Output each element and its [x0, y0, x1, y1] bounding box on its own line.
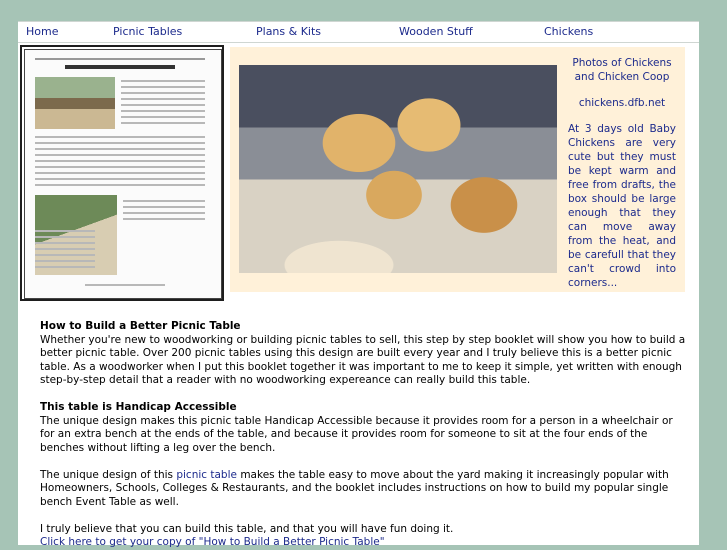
booklet-text-line [35, 254, 95, 256]
nav-picnic-tables[interactable]: Picnic Tables [113, 25, 183, 38]
booklet-text-line [121, 92, 205, 94]
booklet-text-line [35, 266, 95, 268]
booklet-text-line [121, 116, 205, 118]
booklet-header-line [35, 58, 205, 60]
booklet-text-line [121, 104, 205, 106]
booklet-text-line [121, 110, 205, 112]
booklet-text-line [35, 160, 205, 162]
booklet-text-line [35, 172, 205, 174]
booklet-cover-image[interactable] [20, 45, 224, 301]
booklet-photo-table [35, 77, 115, 129]
booklet-text-line [121, 86, 205, 88]
booklet-footer-line [85, 284, 165, 286]
paragraph-unique-design-start: The unique design of this [40, 468, 177, 481]
booklet-text-line [123, 206, 205, 208]
booklet-text-line [35, 242, 95, 244]
promo-site[interactable]: chickens.dfb.net [578, 97, 666, 109]
promo-description[interactable]: At 3 days old Baby Chickens are very cute but they must be kept warm and free from drafts, the box should be large enough that they can move away from the heat, and be carefull that they can't crowd into corners... [568, 123, 676, 289]
baby-chickens-photo[interactable] [239, 65, 557, 273]
booklet-text-line [123, 212, 205, 214]
nav-wooden-stuff[interactable]: Wooden Stuff [399, 25, 473, 38]
paragraph-unique-design-end: makes the table easy to move about the yard making it increasingly popular with Homeowners, Schools, Colleges & Restaurants, and the booklet includes instructions on how to build my popular single bench Event Table as well. [40, 468, 669, 508]
booklet-text-line [35, 230, 95, 232]
booklet-text-line [35, 184, 205, 186]
booklet-text-line [35, 142, 205, 144]
booklet-text-line [35, 248, 95, 250]
picnic-table-link[interactable]: picnic table [176, 468, 237, 481]
booklet-text-line [35, 166, 205, 168]
booklet-text-line [123, 200, 205, 202]
nav-chickens[interactable]: Chickens [544, 25, 594, 38]
top-band [18, 0, 699, 21]
booklet-title-line [65, 65, 175, 69]
paragraph-intro: Whether you're new to woodworking or building picnic tables to sell, this step by step booklet will show you how to build a better picnic table. Over 200 picnic tables using this design are built every year and I truly believe this is a better picnic table. As a woodworker when I put this booklet together it was important to me to keep it simple, yet written with enough step-by-step detail that a reader with no woodworking expereance can really build this table. [40, 333, 686, 386]
booklet-text-line [35, 236, 95, 238]
booklet-text-line [35, 148, 205, 150]
article-content [40, 320, 688, 550]
promo-title[interactable]: Photos of Chickens and Chicken Coop [572, 57, 672, 83]
nav-plans-kits[interactable]: Plans & Kits [256, 25, 322, 38]
booklet-page [24, 49, 222, 299]
booklet-text-line [121, 122, 205, 124]
heading-handicap-accessible: This table is Handicap Accessible [40, 401, 237, 413]
heading-build-picnic-table: How to Build a Better Picnic Table [40, 320, 241, 332]
chickens-promo-box [230, 47, 685, 292]
booklet-text-line [121, 80, 205, 82]
top-nav [18, 21, 699, 43]
booklet-text-line [35, 178, 205, 180]
page [18, 0, 699, 548]
chickens-promo-text [568, 56, 676, 302]
booklet-text-line [35, 260, 95, 262]
booklet-photo-bench [35, 195, 117, 275]
booklet-text-line [121, 98, 205, 100]
booklet-text-line [123, 218, 205, 220]
paragraph-handicap: The unique design makes this picnic table Handicap Accessible because it provides room for a person in a wheelchair or for an extra bench at the ends of the table, and because it provides room for someone to sit at the four ends of the benches without lifting a leg over the bench. [40, 414, 673, 454]
nav-home[interactable]: Home [26, 25, 59, 38]
paragraph-believe: I truly believe that you can build this table, and that you will have fun doing it. [40, 522, 454, 535]
booklet-text-line [35, 136, 205, 138]
get-copy-link[interactable]: Click here to get your copy of "How to Build a Better Picnic Table" [40, 536, 385, 548]
booklet-text-line [35, 154, 205, 156]
paragraph-unique-design [40, 469, 688, 510]
